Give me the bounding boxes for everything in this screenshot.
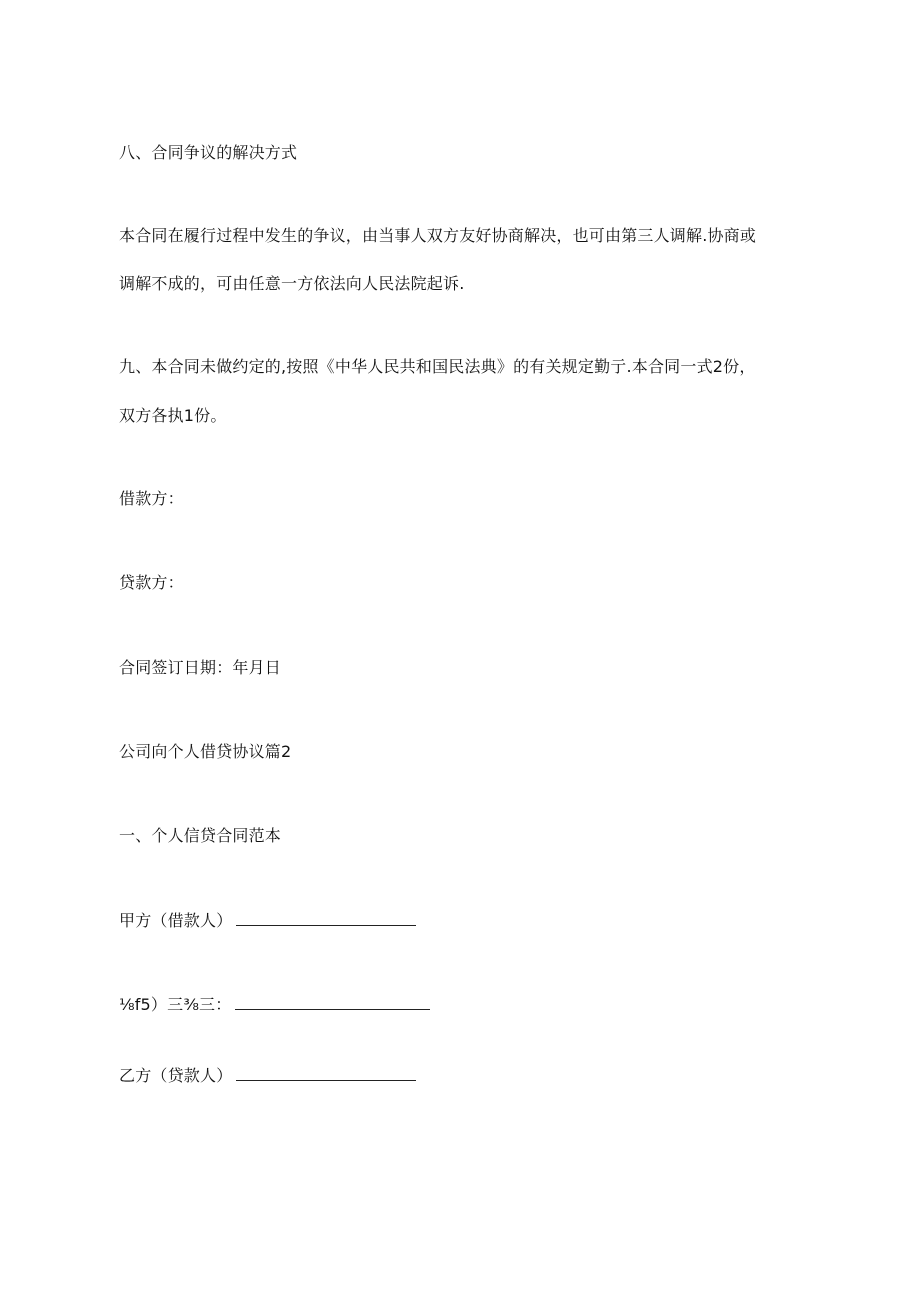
- party-a-blank-line: [236, 911, 416, 926]
- garbled-blank-line: [235, 995, 430, 1010]
- sign-date-label: 合同签订日期：年月日: [119, 658, 282, 677]
- party-b-label: 乙方（贷款人）: [119, 1066, 233, 1085]
- section8-heading: 八、合同争议的解决方式: [119, 143, 298, 162]
- part2-title: 公司向个人借贷协议篇2: [119, 742, 292, 761]
- part2-section1-heading: 一、个人信贷合同范本: [119, 826, 282, 845]
- party-b-blank-line: [236, 1066, 416, 1081]
- section9-paragraph-line2: 双方各执1份。: [119, 406, 227, 425]
- borrower-label: 借款方：: [119, 489, 184, 508]
- lender-label: 贷款方：: [119, 573, 184, 592]
- garbled-label: ⅛f5）三⅜三：: [119, 995, 232, 1014]
- party-a-row: [119, 910, 416, 932]
- section8-paragraph-line1: 本合同在履行过程中发生的争议，由当事人双方友好协商解决，也可由第三人调解.协商或: [119, 226, 757, 245]
- party-b-row: [119, 1065, 416, 1087]
- party-a-label: 甲方（借款人）: [119, 911, 233, 930]
- section8-paragraph-line2: 调解不成的，可由任意一方依法向人民法院起诉.: [119, 274, 465, 293]
- garbled-row: [119, 994, 430, 1016]
- section9-paragraph-line1: 九、本合同未做约定的,按照《中华人民共和国民法典》的有关规定勤亍.本合同一式2份，: [119, 357, 756, 376]
